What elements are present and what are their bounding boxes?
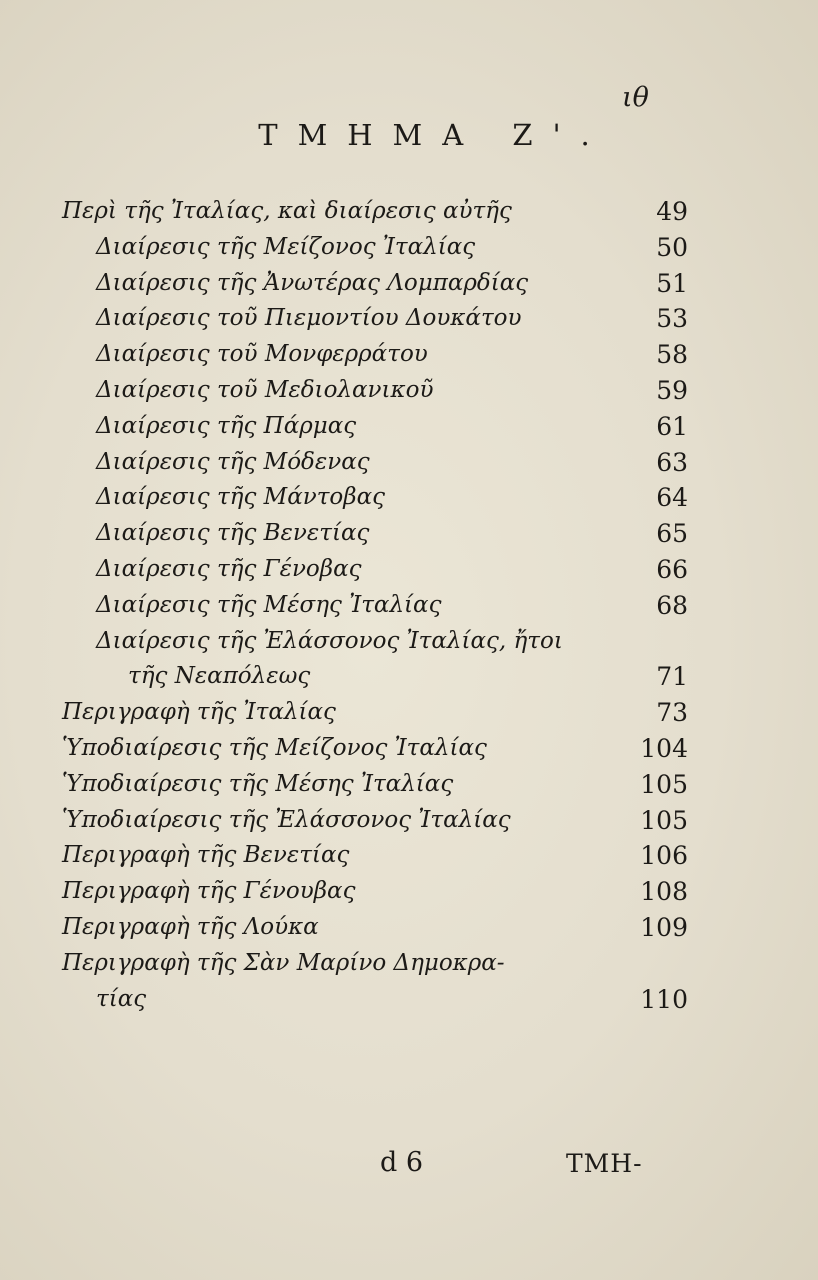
toc-entry [0, 731, 818, 767]
catchword: ΤΜΗ- [566, 1149, 643, 1178]
toc-entry-title: Περὶ τῆς Ἰταλίας, καὶ διαίρεσις αὐτῆς [62, 198, 512, 224]
toc-entry [0, 659, 818, 695]
toc-entry-page: 65 [656, 519, 688, 549]
toc-entry-page: 51 [656, 268, 688, 298]
toc-entry-title: Διαίρεσις τῆς Γένοβας [96, 555, 362, 582]
toc-entry [0, 373, 818, 409]
toc-entry [0, 552, 818, 588]
toc-entry [0, 910, 818, 946]
toc-entry-title: Ὑποδιαίρεσις τῆς Ἐλάσσονος Ἰταλίας [62, 806, 511, 833]
toc-entry-title: Διαίρεσις τῆς Μάντοβας [96, 484, 385, 511]
toc-entry-page: 66 [656, 554, 688, 584]
toc-entry [0, 337, 818, 373]
toc-entry [0, 194, 818, 230]
toc-entry-page: 49 [656, 197, 688, 226]
toc-entry-title: Διαίρεσις τῆς Μείζονος Ἰταλίας [96, 233, 476, 260]
toc-entry [0, 624, 818, 660]
toc-entry [0, 480, 818, 516]
signature-mark: d 6 [380, 1147, 424, 1178]
toc-entry [0, 230, 818, 266]
toc-entry-page: 109 [640, 912, 688, 942]
toc-entry-title: Διαίρεσις τοῦ Μονφερράτου [96, 341, 428, 368]
toc-entry [0, 301, 818, 337]
toc-entry [0, 803, 818, 839]
toc-entry-page: 68 [656, 590, 688, 620]
toc-entry [0, 516, 818, 552]
toc-entry-page: 73 [656, 698, 688, 728]
toc-entry-page: 110 [640, 984, 688, 1014]
toc-entry [0, 695, 818, 731]
toc-entry-page: 58 [656, 340, 688, 370]
table-of-contents [0, 194, 818, 1017]
toc-entry [0, 588, 818, 624]
toc-entry [0, 838, 818, 874]
toc-entry-title: Διαίρεσις τῆς Ἀνωτέρας Λομπαρδίας [96, 269, 529, 296]
toc-entry-title: Περιγραφὴ τῆς Ἰταλίας [62, 699, 336, 726]
toc-entry-page: 61 [656, 411, 688, 441]
toc-entry-title: Διαίρεσις τῆς Μέσης Ἰταλίας [96, 591, 442, 618]
toc-entry [0, 767, 818, 803]
toc-entry-page: 104 [640, 733, 688, 763]
toc-entry-title: Διαίρεσις τῆς Μόδενας [96, 448, 370, 475]
toc-entry [0, 946, 818, 982]
toc-entry-page: 71 [656, 662, 688, 692]
toc-entry-title: τῆς Νεαπόλεως [128, 663, 311, 690]
toc-entry-title: Διαίρεσις τῆς Βενετίας [96, 520, 370, 547]
toc-entry-title: Διαίρεσις τῆς Ἐλάσσονος Ἰταλίας, ἤτοι [96, 627, 563, 654]
toc-entry-title: Περιγραφὴ τῆς Βενετίας [62, 842, 350, 869]
folio-number: ιθ [622, 82, 649, 113]
toc-entry-title: τίας [96, 985, 147, 1012]
toc-entry [0, 409, 818, 445]
toc-entry-title: Διαίρεσις τοῦ Πιεμοντίου Δουκάτου [96, 305, 522, 332]
toc-entry-title: Περιγραφὴ τῆς Γένουβας [62, 878, 356, 905]
toc-entry-title: Ὑποδιαίρεσις τῆς Μέσης Ἰταλίας [62, 770, 454, 797]
toc-entry [0, 874, 818, 910]
toc-entry [0, 266, 818, 302]
toc-entry-page: 63 [656, 447, 688, 477]
toc-entry-page: 105 [640, 769, 688, 799]
toc-entry-page: 53 [656, 304, 688, 334]
toc-entry-page: 106 [640, 841, 688, 871]
toc-entry-page: 108 [640, 877, 688, 907]
toc-entry [0, 445, 818, 481]
toc-entry [0, 982, 818, 1018]
toc-entry-page: 105 [640, 805, 688, 835]
toc-entry-title: Περιγραφὴ τῆς Λούκα [62, 913, 319, 940]
toc-entry-title: Διαίρεσις τοῦ Μεδιολανικοῦ [96, 376, 434, 403]
toc-entry-page: 59 [656, 375, 688, 405]
toc-entry-page: 50 [656, 232, 688, 262]
toc-entry-page: 64 [656, 483, 688, 513]
toc-entry-title: Διαίρεσις τῆς Πάρμας [96, 412, 357, 439]
section-title: ΤΜΗΜΑ Ζ'. [258, 118, 610, 152]
toc-entry-title: Ὑποδιαίρεσις τῆς Μείζονος Ἰταλίας [62, 734, 487, 761]
toc-entry-title: Περιγραφὴ τῆς Σὰν Μαρίνο Δημοκρα- [62, 949, 505, 976]
